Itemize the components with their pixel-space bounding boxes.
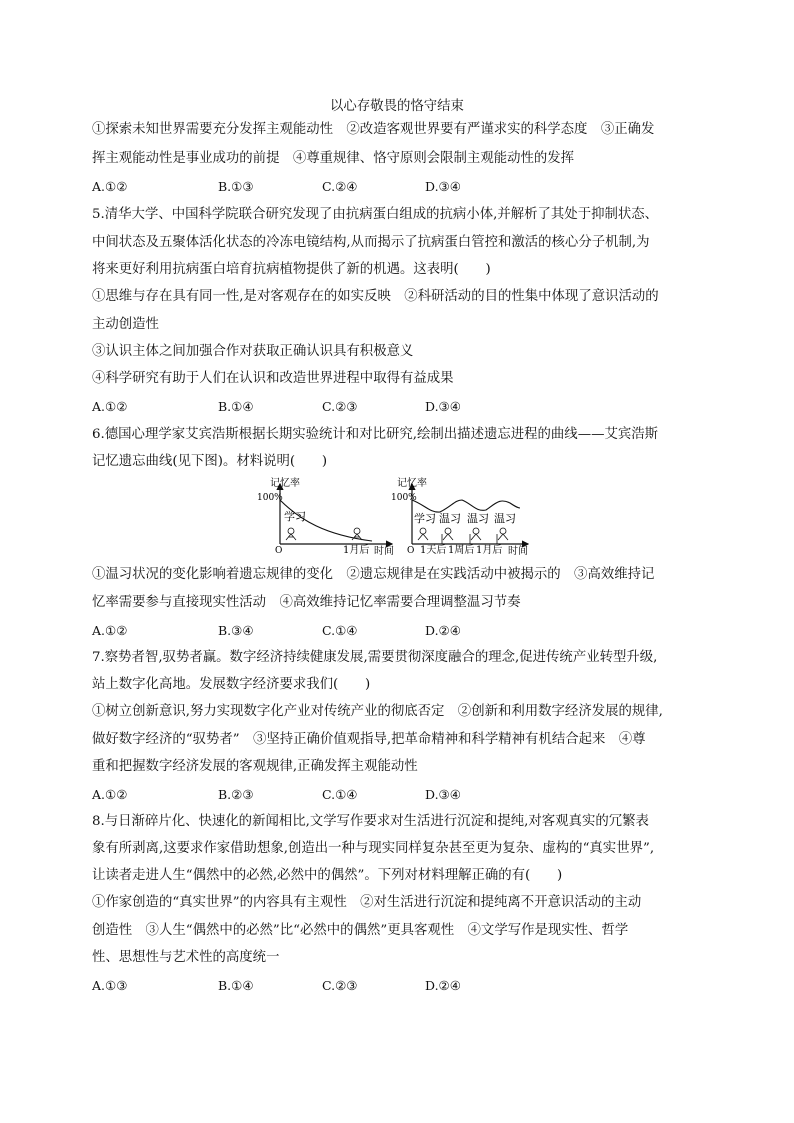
option-c: C.①④ bbox=[322, 787, 358, 802]
option-b: B.①④ bbox=[218, 399, 254, 414]
question-5-line: 主动创造性 bbox=[92, 317, 159, 332]
option-b: B.③④ bbox=[218, 623, 254, 638]
right-label-review: 温习 bbox=[494, 512, 516, 525]
left-study-label: 学习 bbox=[284, 510, 306, 523]
question-6-line: ①温习状况的变化影响着遗忘规律的变化 ②遗忘规律是在实践活动中被揭示的 ③高效维持记 bbox=[92, 567, 655, 582]
left-y100: 100% bbox=[257, 493, 283, 503]
right-xlabel: 时间 bbox=[508, 546, 528, 557]
question-8-line: 让读者走进人生“偶然中的必然,必然中的偶然”。下列对材料理解正确的有( ) bbox=[92, 868, 563, 883]
question-8-line: 创造性 ③人生“偶然中的必然”比“必然中的偶然”更具客观性 ④文学写作是现实性、哲学 bbox=[92, 923, 629, 938]
left-ylabel: 记忆率 bbox=[270, 478, 300, 489]
option-a: A.①③ bbox=[92, 978, 128, 993]
option-d: D.③④ bbox=[425, 179, 461, 194]
option-c: C.②③ bbox=[322, 399, 358, 414]
question-5-line: 5.清华大学、中国科学院联合研究发现了由抗病蛋白组成的抗病小体,并解析了其处于抑制状态、 bbox=[92, 207, 659, 222]
left-tick-label: 1月后 bbox=[343, 545, 370, 556]
question-8-line: 8.与日渐碎片化、快速化的新闻相比,文学写作要求对生活进行沉淀和提纯,对客观真实的冗繁表 bbox=[92, 814, 649, 829]
option-c: C.②③ bbox=[322, 978, 358, 993]
left-chart bbox=[257, 476, 394, 557]
question-7-line: 站上数字化高地。发展数字经济要求我们( ) bbox=[92, 677, 371, 692]
question-7-line: 做好数字经济的“驭势者” ③坚持正确价值观指导,把革命精神和科学精神有机结合起来 ④尊 bbox=[92, 732, 646, 747]
right-tick-label: 1天后 bbox=[420, 545, 447, 556]
option-a: A.①② bbox=[92, 399, 128, 414]
question-5-line: 中间状态及五聚体活化状态的冷冻电镜结构,从而揭示了抗病蛋白管控和激活的核心分子机制,为 bbox=[92, 235, 650, 250]
left-xlabel: 时间 bbox=[374, 546, 394, 557]
option-b: B.②③ bbox=[218, 787, 254, 802]
person-icon bbox=[418, 528, 508, 540]
question-7-line: 7.察势者智,驭势者赢。数字经济持续健康发展,需要贯彻深度融合的理念,促进传统产业转型升级, bbox=[92, 650, 658, 665]
question-5-line: 将来更好利用抗病蛋白培育抗病植物提供了新的机遇。这表明( ) bbox=[92, 262, 491, 277]
question-5-line: ④科学研究有助于人们在认识和改造世界进程中取得有益成果 bbox=[92, 371, 454, 386]
option-c: C.②④ bbox=[322, 179, 358, 194]
option-b: B.①④ bbox=[218, 978, 254, 993]
right-y100: 100% bbox=[391, 493, 417, 503]
text-line: 挥主观能动性是事业成功的前提 ④尊重规律、恪守原则会限制主观能动性的发挥 bbox=[92, 151, 575, 166]
text-line: ①探索未知世界需要充分发挥主观能动性 ②改造客观世界要有严谨求实的科学态度 ③正确发 bbox=[92, 122, 655, 137]
question-5-line: ①思维与存在具有同一性,是对客观存在的如实反映 ②科研活动的目的性集中体现了意识活动的 bbox=[92, 289, 659, 304]
right-ylabel: 记忆率 bbox=[397, 478, 427, 489]
option-d: D.③④ bbox=[425, 399, 461, 414]
question-7-line: ①树立创新意识,努力实现数字化产业对传统产业的彻底否定 ②创新和利用数字经济发展的规律, bbox=[92, 704, 663, 719]
option-d: D.②④ bbox=[425, 978, 461, 993]
left-origin: O bbox=[275, 546, 283, 556]
question-8-line: 性、思想性与艺术性的高度统一 bbox=[92, 950, 280, 965]
right-label-review: 温习 bbox=[467, 512, 489, 525]
option-c: C.①④ bbox=[322, 623, 358, 638]
question-6-line: 忆率需要参与直接现实性活动 ④高效维持记忆率需要合理调整温习节奏 bbox=[92, 595, 521, 610]
option-d: D.③④ bbox=[425, 787, 461, 802]
option-a: A.①② bbox=[92, 787, 128, 802]
right-tick-label: 1周后 bbox=[448, 545, 475, 556]
right-review-curve bbox=[412, 500, 520, 512]
question-5-line: ③认识主体之间加强合作对获取正确认识具有积极意义 bbox=[92, 344, 414, 359]
option-b: B.①③ bbox=[218, 179, 254, 194]
option-a: A.①② bbox=[92, 179, 128, 194]
question-6-line: 记忆遗忘曲线(见下图)。材料说明( ) bbox=[92, 454, 328, 469]
question-6-line: 6.德国心理学家艾宾浩斯根据长期实验统计和对比研究,绘制出描述遗忘进程的曲线——艾宾浩斯 bbox=[92, 427, 659, 442]
section-title: 以心存敬畏的恪守结束 bbox=[330, 99, 464, 114]
question-8-line: 象有所剥离,这要求作家借助想象,创造出一种与现实同样复杂甚至更为复杂、虚构的“真实世界”, bbox=[92, 841, 655, 856]
right-origin: O bbox=[407, 546, 415, 556]
right-chart bbox=[391, 476, 528, 557]
question-8-line: ①作家创造的“真实世界”的内容具有主观性 ②对生活进行沉淀和提纯离不开意识活动的主动 bbox=[92, 895, 642, 910]
person-icon bbox=[286, 528, 296, 540]
option-d: D.②④ bbox=[425, 623, 461, 638]
question-7-line: 重和把握数字经济发展的客观规律,正确发挥主观能动性 bbox=[92, 759, 418, 774]
right-tick-label: 1月后 bbox=[476, 545, 503, 556]
option-a: A.①② bbox=[92, 623, 128, 638]
right-label-review: 温习 bbox=[439, 512, 461, 525]
right-label-study: 学习 bbox=[414, 512, 436, 525]
